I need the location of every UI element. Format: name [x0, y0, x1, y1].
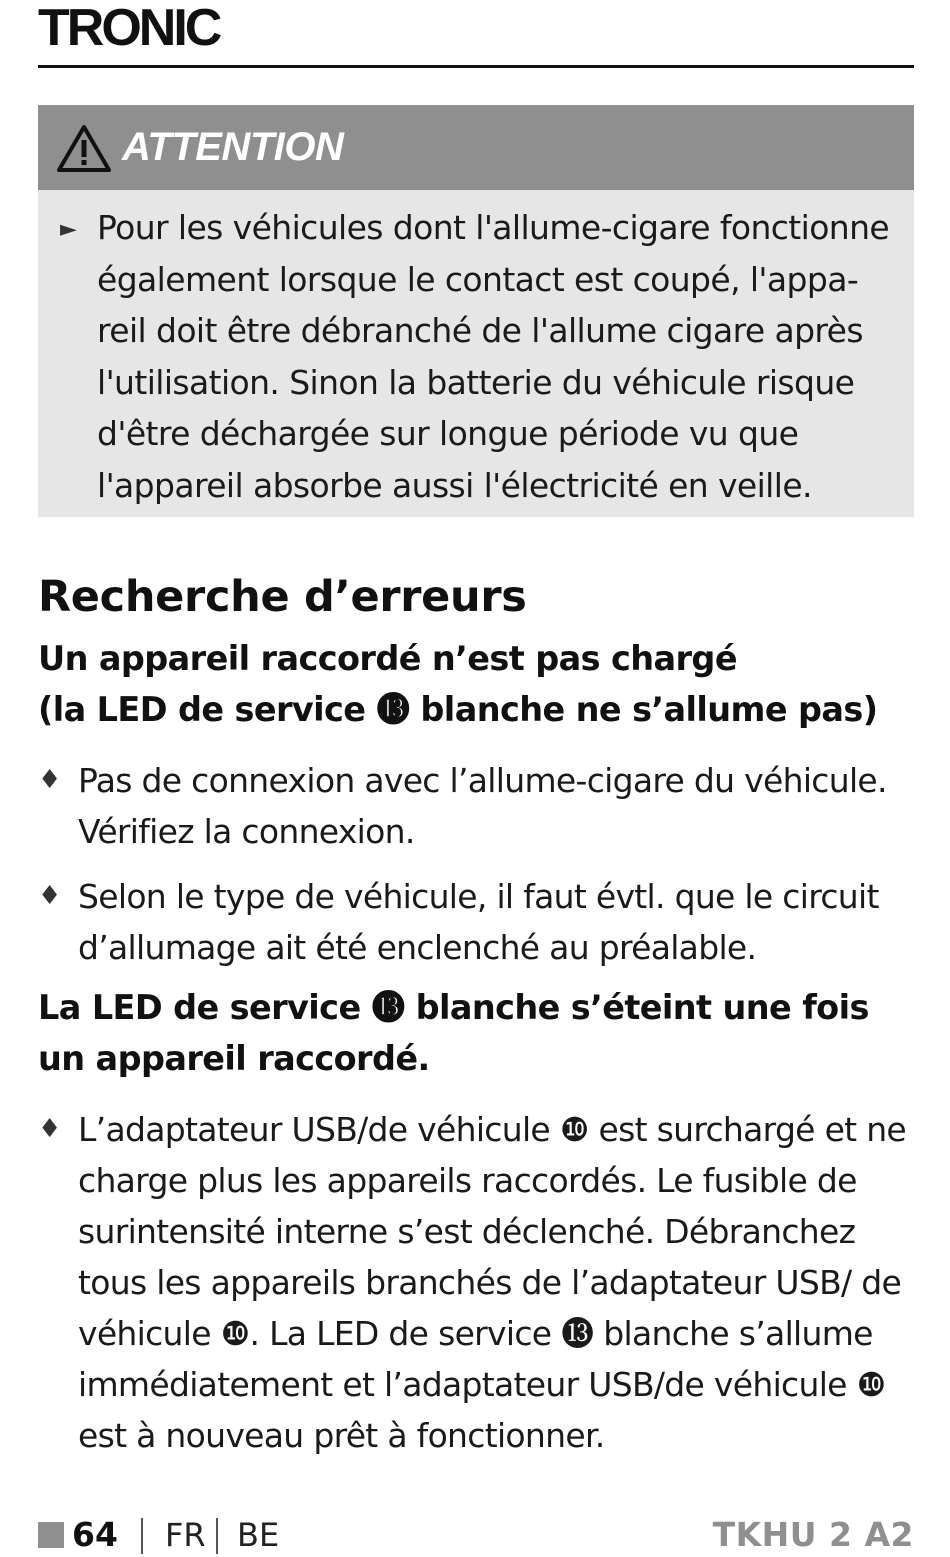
warning-body [38, 190, 914, 517]
list-item-text: Pas de connexion avec l’allume-cigare du véhicule. Vérifiez la connexion. [78, 761, 887, 851]
footer-separator [216, 1518, 218, 1554]
footer-lang-fr: FR [165, 1516, 206, 1554]
footer-lang-be: BE [237, 1516, 280, 1554]
list-item-text: L’adaptateur USB/de véhicule ❿ est surchargé et ne charge plus les appareils raccordés. Le fusible de surintensité interne s’est déclenché. Débranchez tous les appareils branchés de l’adaptateur USB/ de véhicule ❿. La LED de service ⓭ blanche s’allume immédiatement et l’adaptateur USB/de véhicule ❿ est à nouveau prêt à fonctionner. [78, 1110, 907, 1455]
warning-title: ATTENTION [122, 125, 344, 169]
model-number: TKHU 2 A2 [712, 1515, 914, 1554]
footer-marker [38, 1522, 64, 1548]
list-item [38, 871, 918, 973]
footer-separator [141, 1518, 143, 1554]
problem1-heading-line1: Un appareil raccordé n’est pas chargé [38, 639, 737, 678]
problem2-heading [38, 982, 918, 1084]
problem1-heading [38, 633, 918, 735]
warning-triangle-icon [56, 123, 112, 173]
diamond-bullet-icon: ♦ [38, 1114, 61, 1144]
problem2-heading-line2: un appareil raccordé. [38, 1039, 430, 1078]
diamond-bullet-icon: ♦ [38, 881, 61, 911]
problem2-heading-line1: La LED de service ⓭ blanche s’éteint une fois [38, 988, 869, 1027]
diamond-bullet-icon: ♦ [38, 765, 61, 795]
right-arrow-bullet-icon: ► [60, 217, 77, 242]
list-item [38, 755, 918, 857]
list-item [38, 1104, 918, 1464]
header-rule [38, 65, 914, 68]
brand-logo: TRONIC [38, 0, 220, 57]
warning-header [38, 105, 914, 190]
warning-text: Pour les véhicules dont l'allume-cigare fonctionne également lorsque le contact est coupé, l'appa-reil doit être débranché de l'allume cigare après l'utilisation. Sinon la batterie du véhicule risque d'être déchargée sur longue période vu que l'appareil absorbe aussi l'électricité en veille. [97, 208, 890, 505]
page-number: 64 [72, 1515, 118, 1554]
section-title: Recherche d’erreurs [38, 572, 527, 622]
problem1-heading-line2: (la LED de service ⓭ blanche ne s’allume pas) [38, 690, 878, 729]
list-item-text: Selon le type de véhicule, il faut évtl. que le circuit d’allumage ait été enclenché au préalable. [78, 877, 879, 967]
